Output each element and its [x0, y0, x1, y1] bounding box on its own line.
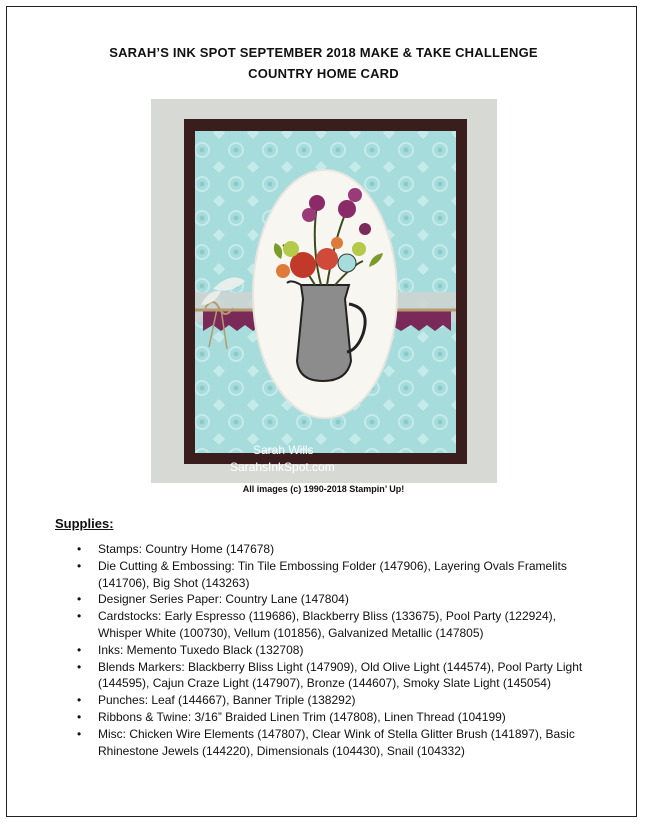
supply-item-designer-paper: • Designer Series Paper: Country Lane (147804) [73, 591, 593, 608]
supplies-heading [55, 516, 114, 531]
supply-item-inks: • Inks: Memento Tuxedo Black (132708) [73, 642, 593, 659]
document-subtitle: COUNTRY HOME CARD [248, 66, 399, 81]
watermark-name: Sarah Wills [253, 443, 314, 457]
card-illustration [151, 99, 497, 483]
supply-item-die-cutting: • Die Cutting & Embossing: Tin Tile Embossing Folder (147906), Layering Ovals Framelits (141706), Big Shot (143263) [73, 558, 593, 592]
supply-item-cardstocks: • Cardstocks: Early Espresso (119686), Blackberry Bliss (133675), Pool Party (122924), Whisper White (100730), Vellum (101856), Galvanized Metallic (147805) [73, 608, 593, 642]
supply-item-punches: • Punches: Leaf (144667), Banner Triple (138292) [73, 692, 593, 709]
supply-item-stamps: • Stamps: Country Home (147678) [73, 541, 593, 558]
document-title: SARAH’S INK SPOT SEPTEMBER 2018 MAKE & TAKE CHALLENGE [109, 45, 538, 60]
supply-item-ribbons: • Ribbons & Twine: 3/16” Braided Linen Trim (147808), Linen Thread (104199) [73, 709, 593, 726]
supply-item-misc: • Misc: Chicken Wire Elements (147807), Clear Wink of Stella Glitter Brush (141897), Basic Rhinestone Jewels (144220), Dimensionals (104430), Snail (104332) [73, 726, 593, 760]
card-photo [151, 99, 497, 483]
supplies-heading-colon: : [109, 516, 114, 531]
supplies-list [73, 541, 593, 759]
watermark-url: SarahsInkSpot.com [230, 460, 335, 474]
image-copyright-caption: All images (c) 1990-2018 Stampin’ Up! [242, 484, 405, 494]
supplies-heading-text: Supplies [55, 516, 110, 531]
supply-item-blends-markers: • Blends Markers: Blackberry Bliss Light (147909), Old Olive Light (144574), Pool Party Light (144595), Cajun Craze Light (147907), Bronze (144607), Smoky Slate Light (145054) [73, 659, 593, 693]
